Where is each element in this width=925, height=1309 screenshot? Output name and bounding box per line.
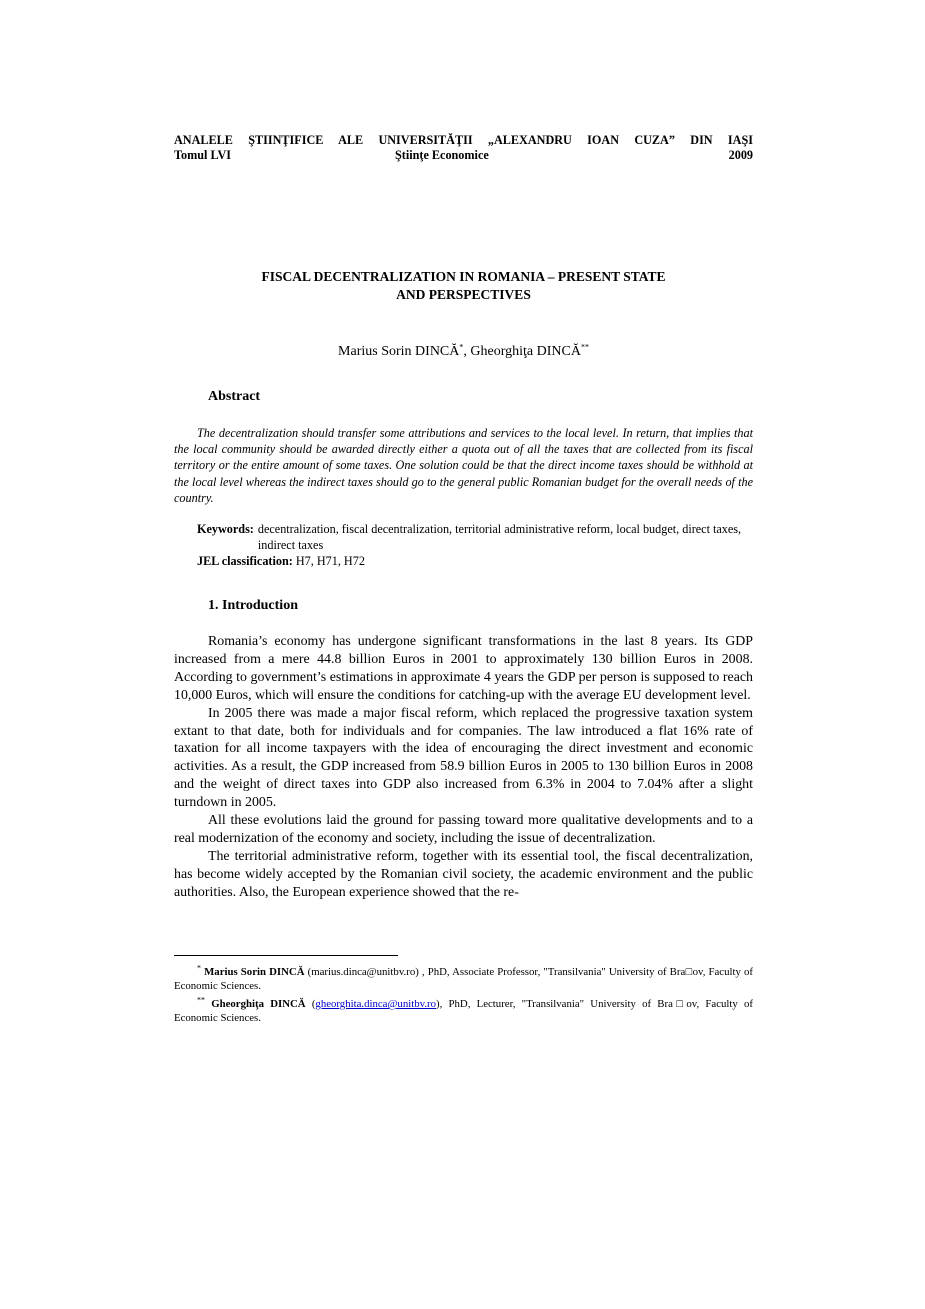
paper-title-line2: AND PERSPECTIVES: [396, 287, 531, 302]
keywords-block: [197, 521, 753, 569]
author-2-footnote-mark[interactable]: **: [580, 342, 589, 352]
body-paragraph-3: All these evolutions laid the ground for passing toward more qualitative developments and to a real modernization of the economy and society, including the issue of decentralization.: [174, 813, 753, 846]
footnotes: [174, 965, 753, 1029]
jel-label: JEL classification:: [197, 554, 293, 568]
journal-info: [174, 148, 753, 163]
journal-title: ANALELE ŞTIINŢIFICE ALE UNIVERSITĂŢII „ALEXANDRU IOAN CUZA” DIN IAŞI: [174, 133, 753, 147]
abstract-text: The decentralization should transfer some attributions and services to the local level. In return, that implies that the local community should be awarded directly either a quota out of all the taxes that are collected from its fiscal territory or the entire amount of some taxes. One solution could be that the direct income taxes should be withhold at the local level whereas the indirect taxes should go to the general public Romanian budget for the overall needs of the country.: [174, 426, 753, 505]
introduction-body: [174, 633, 753, 902]
body-paragraph-4: The territorial administrative reform, together with its essential tool, the fiscal decentralization, has become widely accepted by the Romanian civil society, the academic environment and the public authorities. Also, the European experience showed that the re-: [174, 848, 753, 900]
body-paragraph-2: In 2005 there was made a major fiscal reform, which replaced the progressive taxation system extant to that date, both for individuals and for companies. The law introduced a flat 16% rate of taxation for all income taxpayers with the idea of encouraging the direct investment and economic activities. As a result, the GDP increased from 58.9 billion Euros in 2005 to 130 billion Euros in 2008 and the weight of direct taxes into GDP also increased from 6.3% in 2004 to 7.04% after a slight turndown in 2005.: [174, 705, 753, 811]
footnote-2-mark: **: [197, 995, 205, 1005]
footnote-divider: [174, 955, 398, 956]
footnote-1-author: Marius Sorin DINCĂ: [201, 966, 305, 978]
footnote-2-author: Gheorghiţa DINCĂ: [205, 998, 306, 1010]
journal-header: [174, 133, 753, 163]
keywords-label: Keywords:: [197, 522, 254, 536]
footnote-2-open: (: [305, 998, 316, 1010]
journal-volume: Tomul LVI: [174, 148, 232, 162]
author-line: [174, 343, 753, 361]
jel-codes: H7, H71, H72: [292, 554, 365, 568]
footnote-1-text: (marius.dinca@unitbv.ro) , PhD, Associate Professor, "Transilvania" University of Bra□ov, Faculty of Economic Sciences.: [174, 966, 753, 992]
footnote-2: [174, 997, 753, 1025]
keywords-text: decentralization, fiscal decentralization, territorial administrative reform, local budget, direct taxes, indirect taxes: [257, 522, 742, 552]
author-1-footnote-mark[interactable]: *: [459, 342, 464, 352]
introduction-heading: 1. Introduction: [208, 598, 298, 613]
author-separator: ,: [463, 344, 471, 359]
footnote-2-email-link[interactable]: gheorghita.dinca@unitbv.ro: [315, 998, 437, 1010]
paper-title-line1: FISCAL DECENTRALIZATION IN ROMANIA – PRESENT STATE: [261, 269, 666, 284]
journal-year: 2009: [728, 148, 753, 162]
journal-series: Ştiinţe Economice: [395, 148, 489, 162]
footnote-1-mark: *: [197, 963, 201, 973]
footnote-1: [174, 965, 753, 993]
author-2-name: Gheorghiţa DINCĂ: [470, 344, 581, 359]
paper-title: [174, 268, 753, 304]
abstract-heading: Abstract: [208, 389, 261, 404]
footnote-2-text: ), PhD, Lecturer, "Transilvania" University of Bra□ov, Faculty of Economic Sciences.: [174, 998, 754, 1024]
author-1-name: Marius Sorin DINCĂ: [338, 344, 460, 359]
body-paragraph-1: Romania’s economy has undergone significant transformations in the last 8 years. Its GDP increased from a mere 44.8 billion Euros in 2001 to approximately 130 billion Euros in 2008. According to government’s estimations in approximate 4 years the GDP per person is supposed to reach 10,000 Euros, which will ensure the conditions for catching-up with the average EU development level.: [174, 634, 753, 703]
